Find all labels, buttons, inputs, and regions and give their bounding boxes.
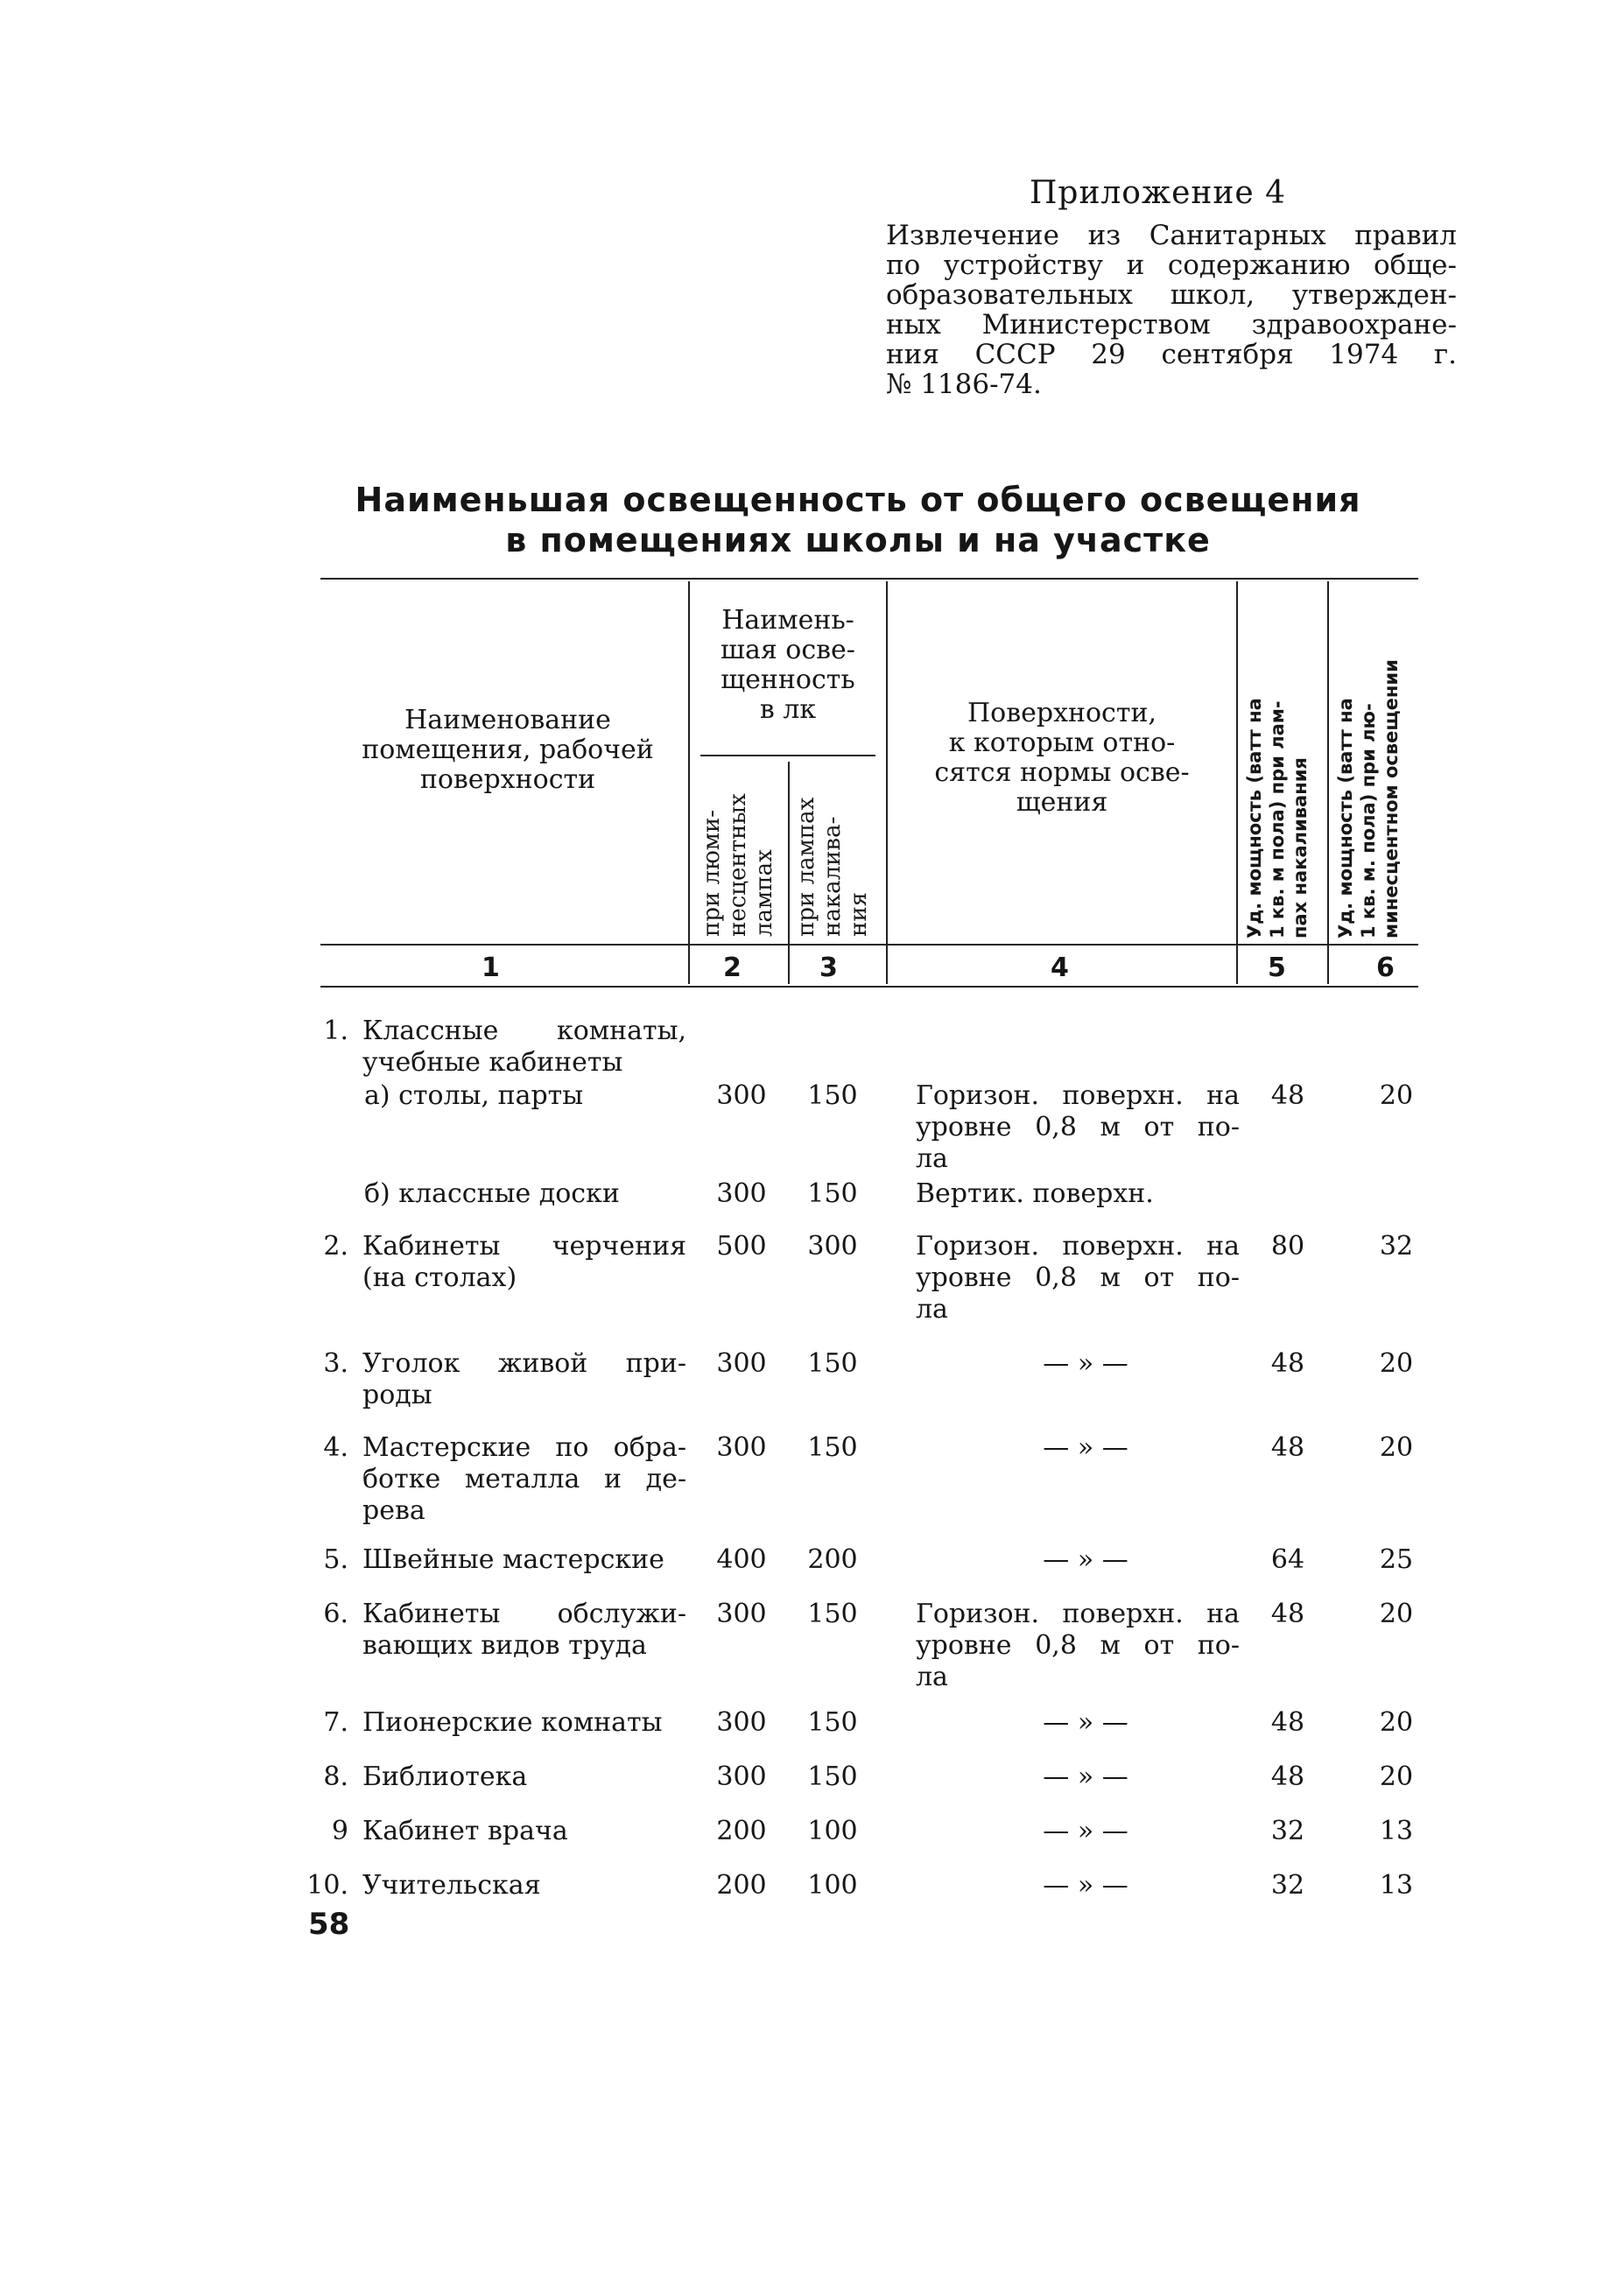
- row-number: 4.: [323, 1432, 348, 1463]
- header-fluorescent: [699, 793, 777, 937]
- room-name-line: учебные кабинеты: [362, 1047, 623, 1078]
- appendix-line: ния СССР 29 сентября 1974 г.: [886, 339, 1457, 370]
- room-name: [362, 1080, 686, 1112]
- room-name-line: Учительская: [362, 1870, 541, 1901]
- illuminance-fluorescent: 300: [716, 1707, 767, 1738]
- table-top-rule: [320, 578, 1418, 580]
- header-text: 1 кв. м пола) при лам-: [1267, 700, 1288, 939]
- room-name-line: Библиотека: [362, 1761, 528, 1792]
- appendix-title: Приложение 4: [1030, 175, 1287, 211]
- illuminance-fluorescent: 300: [716, 1080, 767, 1111]
- surface-line: Вертик. поверхн.: [916, 1178, 1154, 1209]
- header-text: ния: [846, 891, 872, 937]
- column-number: 3: [819, 953, 838, 983]
- power-incandescent: 48: [1270, 1432, 1305, 1463]
- column-number: 5: [1268, 953, 1286, 983]
- surface-line: ла: [916, 1294, 948, 1325]
- appendix-line: образовательных школ, утвержден-: [886, 279, 1457, 311]
- surface-line: Горизон. поверхн. на: [916, 1599, 1240, 1629]
- room-name: [362, 1231, 686, 1294]
- surface-text: [916, 1080, 1240, 1175]
- power-incandescent: 80: [1270, 1231, 1305, 1262]
- header-text: к которым отно-: [948, 728, 1176, 758]
- surface-text: [916, 1599, 1240, 1693]
- illuminance-fluorescent: 200: [716, 1870, 767, 1901]
- column-number: 4: [1051, 953, 1069, 983]
- room-name: [362, 1761, 686, 1793]
- power-incandescent: 48: [1270, 1348, 1305, 1379]
- surface-line: уровне 0,8 м от по-: [916, 1112, 1240, 1142]
- row-number: 5.: [323, 1544, 348, 1575]
- appendix-note: [886, 221, 1457, 399]
- room-name: [362, 1544, 686, 1576]
- header-text: шая осве-: [721, 635, 855, 665]
- ditto-mark: — » —: [1043, 1761, 1128, 1792]
- illuminance-fluorescent: 500: [716, 1231, 767, 1262]
- illuminance-fluorescent: 300: [716, 1761, 767, 1792]
- header-text: Поверхности,: [967, 698, 1156, 728]
- room-name-line: Уголок живой при-: [362, 1348, 686, 1379]
- surface-text: [916, 1231, 1240, 1325]
- room-name-line: ботке металла и де-: [362, 1464, 686, 1494]
- appendix-line: № 1186-74.: [886, 369, 1042, 400]
- room-name-line: роды: [362, 1380, 432, 1410]
- header-text: Наименование: [404, 705, 611, 735]
- surface-line: уровне 0,8 м от по-: [916, 1262, 1240, 1293]
- ditto-mark: — » —: [1043, 1432, 1128, 1463]
- power-fluorescent: 20: [1379, 1761, 1414, 1792]
- row-number: 7.: [323, 1707, 348, 1738]
- appendix-line: по устройству и содержанию обще-: [886, 250, 1457, 281]
- header-text: щения: [1016, 787, 1108, 818]
- page-number: 58: [308, 1907, 350, 1942]
- table-title: [315, 480, 1401, 560]
- column-numbers-rule: [320, 986, 1418, 988]
- power-incandescent: 48: [1270, 1707, 1305, 1738]
- header-text: при люми-: [699, 809, 725, 937]
- power-fluorescent: 20: [1379, 1348, 1414, 1379]
- row-number: 8.: [323, 1761, 348, 1792]
- room-name: [362, 1599, 686, 1662]
- room-name-line: Классные комнаты,: [362, 1016, 686, 1046]
- header-power-fluorescent: [1334, 659, 1403, 939]
- header-text: пах накаливания: [1290, 757, 1311, 939]
- appendix-line: Извлечение из Санитарных правил: [886, 220, 1457, 251]
- header-text: Наимень-: [721, 605, 854, 636]
- header-text: Уд. мощность (ватт на: [1244, 698, 1265, 939]
- surface-line: уровне 0,8 м от по-: [916, 1630, 1240, 1661]
- illuminance-incandescent: 150: [807, 1178, 858, 1209]
- row-number: 10.: [306, 1870, 348, 1901]
- illuminance-incandescent: 150: [807, 1707, 858, 1738]
- illuminance-fluorescent: 200: [716, 1816, 767, 1846]
- power-fluorescent: 13: [1379, 1870, 1414, 1901]
- surface-line: ла: [916, 1662, 948, 1692]
- appendix-line: ных Министерством здравоохране-: [886, 309, 1457, 341]
- ditto-mark: — » —: [1043, 1870, 1128, 1901]
- room-name: [362, 1707, 686, 1739]
- illuminance-incandescent: 100: [807, 1870, 858, 1901]
- room-name-line: б) классные доски: [364, 1178, 620, 1209]
- row-number: 1.: [323, 1016, 348, 1046]
- column-divider: [1327, 581, 1329, 984]
- room-name: [362, 1432, 686, 1527]
- header-text: щенность: [721, 664, 855, 695]
- illuminance-incandescent: 300: [807, 1231, 858, 1262]
- room-name-line: Пионерские комнаты: [362, 1707, 663, 1738]
- power-incandescent: 48: [1270, 1080, 1305, 1111]
- header-min-illuminance: [692, 606, 884, 725]
- room-name-line: Кабинеты черчения: [362, 1231, 686, 1262]
- power-incandescent: 48: [1270, 1599, 1305, 1629]
- illuminance-fluorescent: 300: [716, 1599, 767, 1629]
- header-power-incandescent: [1243, 698, 1311, 939]
- column-divider: [886, 581, 888, 984]
- illuminance-incandescent: 150: [807, 1761, 858, 1792]
- illuminance-incandescent: 100: [807, 1816, 858, 1846]
- header-text: в лк: [759, 694, 817, 725]
- power-fluorescent: 13: [1379, 1816, 1414, 1846]
- ditto-mark: — » —: [1043, 1816, 1128, 1846]
- header-room-name: [333, 706, 683, 795]
- header-surfaces: [893, 699, 1231, 818]
- illuminance-fluorescent: 300: [716, 1348, 767, 1379]
- ditto-mark: — » —: [1043, 1707, 1128, 1738]
- power-fluorescent: 20: [1379, 1707, 1414, 1738]
- room-name: [362, 1348, 686, 1411]
- surface-line: Горизон. поверхн. на: [916, 1231, 1240, 1262]
- illuminance-incandescent: 200: [807, 1544, 858, 1575]
- illuminance-incandescent: 150: [807, 1599, 858, 1629]
- row-number: 3.: [323, 1348, 348, 1379]
- header-text: помещения, рабочей: [362, 735, 654, 765]
- room-name-line: Кабинеты обслужи-: [362, 1599, 686, 1629]
- illuminance-fluorescent: 300: [716, 1178, 767, 1209]
- column-number: 6: [1376, 953, 1395, 983]
- power-incandescent: 48: [1270, 1761, 1305, 1792]
- room-name-line: Кабинет врача: [362, 1816, 568, 1846]
- illuminance-incandescent: 150: [807, 1432, 858, 1463]
- column-number: 2: [723, 953, 742, 983]
- power-fluorescent: 20: [1379, 1080, 1414, 1111]
- room-name-line: (на столах): [362, 1262, 517, 1293]
- illuminance-incandescent: 150: [807, 1348, 858, 1379]
- header-text: лампах: [751, 849, 777, 937]
- header-text: при лампах: [793, 797, 819, 937]
- room-name-line: рева: [362, 1495, 425, 1526]
- header-text: сятся нормы осве-: [934, 757, 1190, 788]
- header-incandescent: [793, 798, 872, 937]
- row-number: 6.: [323, 1599, 348, 1629]
- room-name: [362, 1016, 686, 1079]
- subheader-rule: [700, 755, 875, 756]
- header-text: накалива-: [819, 816, 846, 937]
- surface-line: Горизон. поверхн. на: [916, 1080, 1240, 1111]
- illuminance-fluorescent: 300: [716, 1432, 767, 1463]
- column-divider: [788, 762, 790, 984]
- column-divider: [688, 581, 690, 984]
- power-fluorescent: 20: [1379, 1599, 1414, 1629]
- surface-text: [916, 1178, 1240, 1210]
- power-fluorescent: 32: [1379, 1231, 1414, 1262]
- column-number: 1: [482, 953, 500, 983]
- illuminance-fluorescent: 400: [716, 1544, 767, 1575]
- row-number: 2.: [323, 1231, 348, 1262]
- header-bottom-rule: [320, 944, 1418, 946]
- room-name: [362, 1816, 686, 1847]
- surface-line: ла: [916, 1143, 948, 1174]
- header-text: несцентных: [725, 793, 751, 937]
- power-fluorescent: 25: [1379, 1544, 1414, 1575]
- power-incandescent: 32: [1270, 1870, 1305, 1901]
- ditto-mark: — » —: [1043, 1544, 1128, 1575]
- room-name: [362, 1870, 686, 1902]
- table-title-line: в помещениях школы и на участке: [505, 521, 1211, 559]
- power-incandescent: 32: [1270, 1816, 1305, 1846]
- header-text: поверхности: [419, 764, 596, 795]
- power-fluorescent: 20: [1379, 1432, 1414, 1463]
- power-incandescent: 64: [1270, 1544, 1305, 1575]
- table-title-line: Наименьшая освещенность от общего освещения: [355, 481, 1361, 519]
- row-number: 9: [331, 1816, 348, 1846]
- room-name-line: Швейные мастерские: [362, 1544, 664, 1575]
- header-text: минесцентном освещении: [1381, 659, 1402, 939]
- header-text: 1 кв. м. пола) при лю-: [1358, 703, 1379, 939]
- column-divider: [1236, 581, 1238, 984]
- header-text: Уд. мощность (ватт на: [1335, 698, 1356, 939]
- room-name-line: вающих видов труда: [362, 1630, 647, 1661]
- ditto-mark: — » —: [1043, 1348, 1128, 1379]
- room-name: [362, 1178, 686, 1210]
- illuminance-incandescent: 150: [807, 1080, 858, 1111]
- room-name-line: Мастерские по обра-: [362, 1432, 686, 1463]
- room-name-line: а) столы, парты: [364, 1080, 584, 1111]
